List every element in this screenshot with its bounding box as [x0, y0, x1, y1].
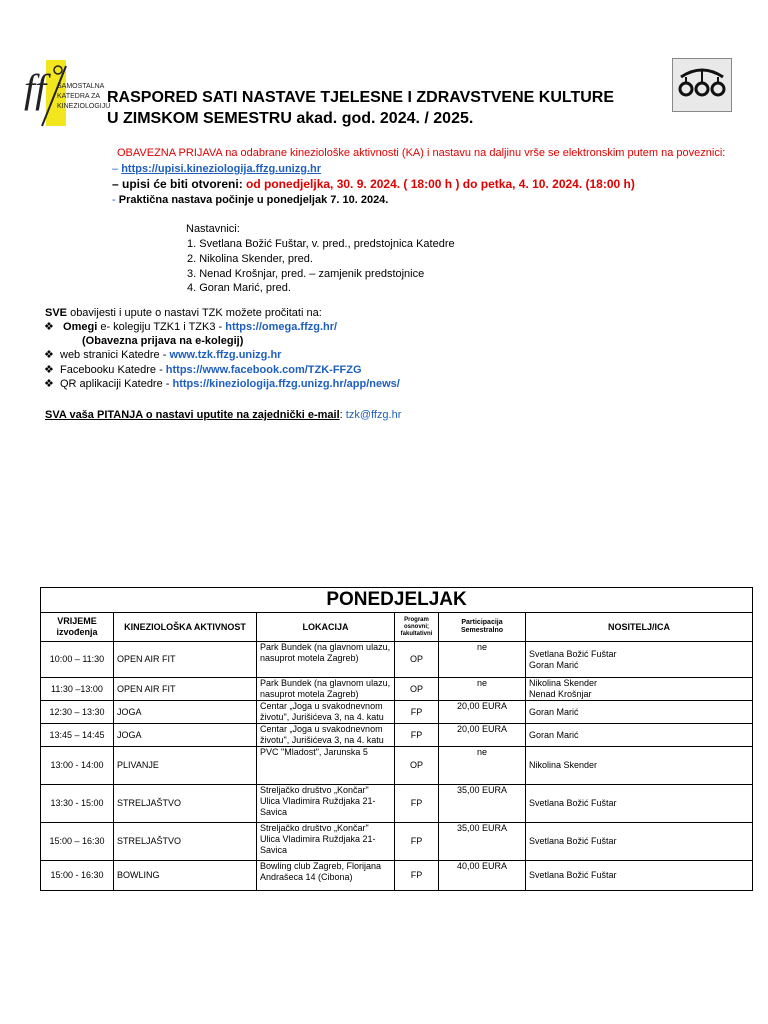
program-cell: OP	[395, 642, 439, 678]
col-program: Program osnovni; fakultativni	[395, 613, 439, 642]
info-qr	[44, 377, 400, 391]
activity-cell: JOGA	[114, 724, 257, 747]
qr-label: QR aplikaciji Katedre -	[60, 378, 173, 390]
participation-cell: ne	[439, 642, 526, 678]
participation-cell: 40,00 EURA	[439, 861, 526, 891]
omega-link[interactable]: https://omega.ffzg.hr/	[225, 321, 338, 333]
omega-label: Omegi	[63, 321, 98, 333]
info-sve: SVE	[45, 307, 68, 319]
logo-text-3: KINEZIOLOGIJU	[57, 103, 111, 110]
holder-cell: Nikolina Skender	[526, 747, 753, 785]
participation-cell: 35,00 EURA	[439, 823, 526, 861]
program-cell: OP	[395, 678, 439, 701]
time-cell: 11:30 –13:00	[41, 678, 114, 701]
table-row	[41, 823, 753, 861]
page-title	[107, 87, 614, 129]
participation-cell: 20,00 EURA	[439, 724, 526, 747]
web-link[interactable]: www.tzk.ffzg.unizg.hr	[169, 349, 282, 361]
practical-start-text: Praktična nastava počinje u ponedjeljak 7. 10. 2024.	[118, 194, 389, 206]
header-row	[41, 613, 753, 642]
program-cell: FP	[395, 701, 439, 724]
link-dash: –	[112, 163, 122, 175]
table-row	[41, 724, 753, 747]
table-row	[41, 701, 753, 724]
web-label: web stranici Katedre -	[60, 349, 170, 361]
teachers-heading: Nastavnici:	[186, 223, 240, 235]
col-time: VRIJEME izvođenja	[41, 613, 114, 642]
program-cell: FP	[395, 823, 439, 861]
holder-cell: Svetlana Božić Fuštar Goran Marić	[526, 642, 753, 678]
title-line-1: RASPORED SATI NASTAVE TJELESNE I ZDRAVSTVENE KULTURE	[107, 89, 615, 106]
program-cell: FP	[395, 785, 439, 823]
holder-cell: Goran Marić	[526, 724, 753, 747]
time-cell: 10:00 – 11:30	[41, 642, 114, 678]
activity-cell: OPEN AIR FIT	[114, 678, 257, 701]
holder-cell: Svetlana Božić Fuštar	[526, 823, 753, 861]
location-cell: Park Bundek (na glavnom ulazu, nasuprot motela Zagreb)	[257, 642, 395, 678]
logo-mark: ff	[24, 66, 47, 111]
holder-cell: Goran Marić	[526, 701, 753, 724]
program-cell: FP	[395, 861, 439, 891]
activity-cell: JOGA	[114, 701, 257, 724]
registration-open-label: – upisi će biti otvoreni:	[112, 177, 247, 191]
facebook-link[interactable]: https://www.facebook.com/TZK-FFZG	[165, 364, 362, 376]
questions-line	[45, 408, 401, 422]
location-cell: Streljačko društvo „Končar" Ulica Vladimira Ruždjaka 21- Savica	[257, 785, 395, 823]
teacher-item-4: 4. Goran Marić, pred.	[187, 282, 291, 294]
registration-dates	[112, 177, 635, 191]
info-intro-text: obavijesti i upute o nastavi TZK možete pročitati na:	[67, 307, 322, 319]
col-activity: KINEZIOLOŠKA AKTIVNOST	[114, 613, 257, 642]
activity-cell: STRELJAŠTVO	[114, 823, 257, 861]
contact-email[interactable]: tzk@ffzg.hr	[345, 409, 402, 421]
registration-link-line	[112, 162, 321, 176]
location-cell: Centar „Joga u svakodnevnom životu", Jurišićeva 3, na 4. katu	[257, 701, 395, 724]
participation-cell: 20,00 EURA	[439, 701, 526, 724]
info-omega	[44, 320, 337, 334]
table-row	[41, 785, 753, 823]
registration-open-dates: od ponedjeljka, 30. 9. 2024. ( 18:00 h ) do petka, 4. 10. 2024. (18:00 h)	[246, 177, 635, 191]
facebook-label: Facebooku Katedre -	[60, 364, 166, 376]
activity-cell: STRELJAŠTVO	[114, 785, 257, 823]
omega-note: (Obavezna prijava na e-kolegij)	[82, 335, 244, 347]
title-line-2: U ZIMSKOM SEMESTRU akad. god. 2024. / 2025.	[107, 110, 474, 127]
participation-cell: 35,00 EURA	[439, 785, 526, 823]
time-cell: 13:30 - 15:00	[41, 785, 114, 823]
program-cell: OP	[395, 747, 439, 785]
participation-cell: ne	[439, 747, 526, 785]
questions-text: SVA vaša PITANJA o nastavi uputite na zajednički e-mail	[45, 409, 340, 421]
time-cell: 13:45 – 14:45	[41, 724, 114, 747]
holder-cell: Svetlana Božić Fuštar	[526, 861, 753, 891]
start-dash: -	[112, 194, 119, 206]
info-facebook	[44, 363, 362, 377]
qr-link[interactable]: https://kineziologija.ffzg.unizg.hr/app/news/	[172, 378, 400, 390]
emblem-icon	[672, 58, 732, 112]
info-web	[44, 348, 281, 362]
bullet-icon: ❖	[44, 378, 54, 390]
location-cell: Park Bundek (na glavnom ulazu, nasuprot motela Zagreb)	[257, 678, 395, 701]
time-cell: 12:30 – 13:30	[41, 701, 114, 724]
location-cell: Centar „Joga u svakodnevnom životu", Jurišićeva 3, na 4. katu	[257, 724, 395, 747]
activity-cell: PLIVANJE	[114, 747, 257, 785]
participation-cell: ne	[439, 678, 526, 701]
col-holder: NOSITELJ/ICA	[526, 613, 753, 642]
time-cell: 15:00 - 16:30	[41, 861, 114, 891]
schedule-table	[40, 587, 753, 891]
activity-cell: BOWLING	[114, 861, 257, 891]
teacher-item-1: 1. Svetlana Božić Fuštar, v. pred., predstojnica Katedre	[187, 238, 455, 250]
time-cell: 15:00 – 16:30	[41, 823, 114, 861]
program-cell: FP	[395, 724, 439, 747]
day-heading: PONEDJELJAK	[41, 588, 753, 613]
registration-notice: OBAVEZNA PRIJAVA na odabrane kineziološke aktivnosti (KA) i nastavu na daljinu vrše se elektronskim putem na poveznici:	[117, 147, 726, 159]
time-cell: 13:00 - 14:00	[41, 747, 114, 785]
col-participation: Participacija Semestralno	[439, 613, 526, 642]
logo-text-1: SAMOSTALNA	[57, 83, 105, 90]
teacher-item-2: 2. Nikolina Skender, pred.	[187, 253, 313, 265]
bullet-icon: ❖	[44, 364, 54, 376]
bullet-icon: ❖	[44, 349, 54, 361]
holder-cell: Nikolina Skender Nenad Krošnjar	[526, 678, 753, 701]
location-cell: PVC "Mladost", Jarunska 5	[257, 747, 395, 785]
location-cell: Streljačko društvo „Končar" Ulica Vladimira Ruždjaka 21- Savica	[257, 823, 395, 861]
katedra-logo	[22, 58, 111, 130]
teacher-item-3: 3. Nenad Krošnjar, pred. – zamjenik predstojnice	[187, 268, 425, 280]
table-row	[41, 678, 753, 701]
questions-colon: :	[339, 409, 346, 421]
bullet-icon: ❖	[44, 321, 54, 333]
location-cell: Bowling club Zagreb, Florijana Andrašeca 14 (Cibona)	[257, 861, 395, 891]
info-intro	[45, 306, 322, 320]
registration-link[interactable]: https://upisi.kineziologija.ffzg.unizg.hr	[121, 163, 322, 175]
table-row	[41, 861, 753, 891]
holder-cell: Svetlana Božić Fuštar	[526, 785, 753, 823]
col-location: LOKACIJA	[257, 613, 395, 642]
logo-text-2: KATEDRA ZA	[57, 93, 101, 100]
omega-text: e- kolegiju TZK1 i TZK3 -	[97, 321, 226, 333]
practical-start	[112, 193, 388, 207]
activity-cell: OPEN AIR FIT	[114, 642, 257, 678]
table-row	[41, 747, 753, 785]
table-row	[41, 642, 753, 678]
